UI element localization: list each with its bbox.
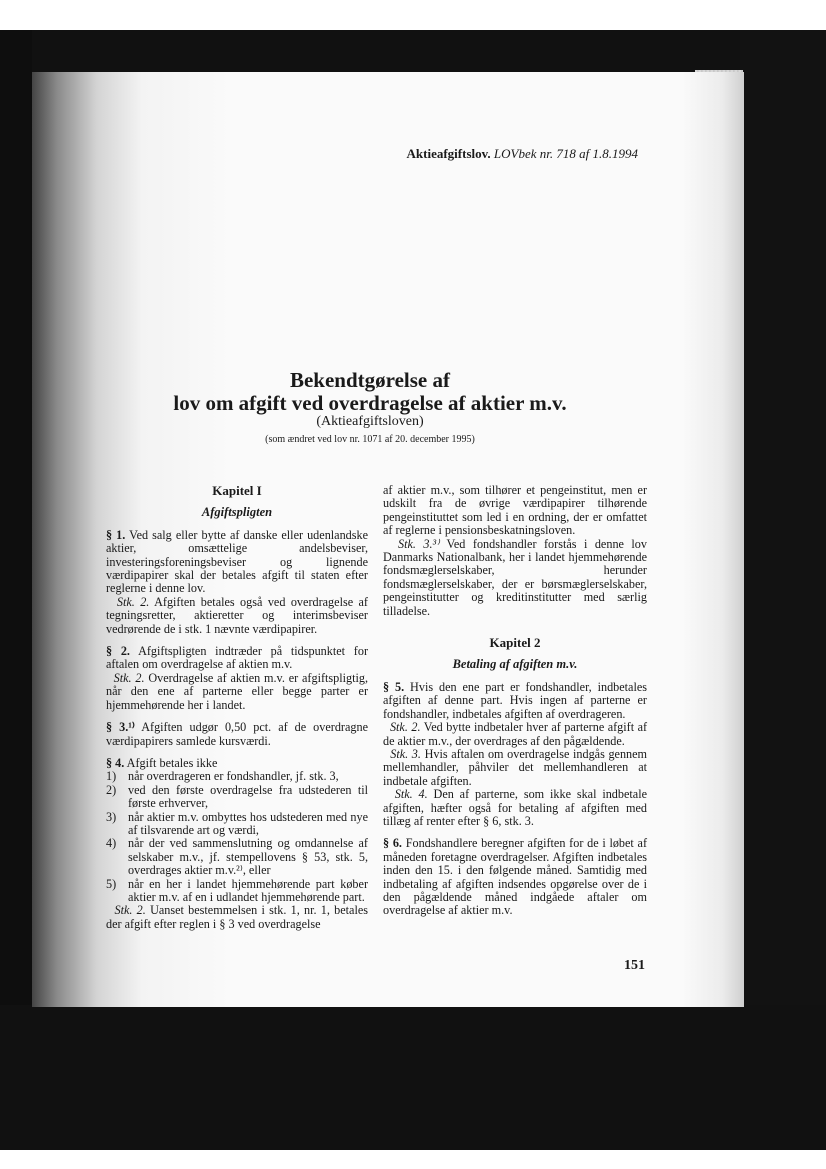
scanner-shadow-left: [0, 30, 32, 1030]
section-4-stk2: [106, 904, 368, 931]
document-title-line1: Bekendtgørelse af: [289, 368, 450, 392]
section-2-stk2-label: Stk. 2.: [113, 670, 145, 685]
section-1-stk2-text: Afgiften betales også ved overdragelse af tegningsretter, aktieretter og interimsbeviser vedrørende de i stk. 1 nævnte værdipapirer.: [106, 594, 368, 636]
section-5: [383, 681, 647, 721]
section-1-stk2: [106, 596, 368, 636]
section-5-label: § 5.: [383, 679, 405, 694]
item-text: når overdrageren er fondshandler, jf. stk. 3,: [128, 769, 339, 784]
amendment-note: (som ændret ved lov nr. 1071 af 20. december 1995): [265, 434, 475, 445]
section-4-stk2-text: Uanset bestemmelsen i stk. 1, nr. 1, betales der afgift efter reglen i § 3 ved overdragelse: [106, 903, 369, 931]
chapter1-subheading: Afgiftspligten: [201, 505, 273, 520]
section-5-stk2-label: Stk. 2.: [389, 720, 421, 735]
section-5-stk4-label: Stk. 4.: [394, 787, 428, 802]
section-2-stk2-text: Overdragelse af aktien m.v. er afgiftspligtig, når den ene af parterne eller begge parter er hjemmehørende her i landet.: [106, 670, 369, 712]
section-4-item: [106, 770, 368, 783]
header-title: Aktieafgiftslov.: [406, 146, 491, 161]
section-1-text: Ved salg eller bytte af danske eller udenlandske aktier, omsættelige andelsbeviser, investeringsforeningsbeviser og lignende værdipapirer skal der betales afgift til staten efter reglerne i denne lov.: [106, 527, 369, 596]
section-2: [106, 645, 368, 672]
section-5-stk3: [383, 748, 647, 788]
right-column: [383, 484, 647, 927]
section-4-stk3-label: Stk. 3.³⁾: [397, 536, 440, 551]
section-6-label: § 6.: [383, 836, 402, 851]
continued-text: af aktier m.v., som tilhører et pengeinstitut, men er udskilt fra de øvrige værdipapirer tilhørende pengeinstituttet som led i en ordning, der er omfattet af reglerne i pensionsbeskatningsloven.: [383, 483, 647, 538]
document-short-title: (Aktieafgiftsloven): [316, 414, 424, 429]
section-4-item: [106, 811, 368, 838]
header-reference: LOVbek nr. 718 af 1.8.1994: [493, 146, 638, 161]
section-3-text: Afgiften udgør 0,50 pct. af de overdragne værdipapirers samlede kursværdi.: [106, 720, 368, 748]
section-3: [106, 721, 368, 748]
scanner-shadow-right: [740, 30, 826, 1150]
item-text: når aktier m.v. ombyttes hos udstederen med nye af tilsvarende art og værdi,: [128, 809, 368, 837]
item-number: 1): [106, 769, 117, 784]
left-column: [106, 484, 368, 940]
section-2-label: § 2.: [106, 644, 130, 659]
section-5-text: Hvis den ene part er fondshandler, indbetales afgiften af denne part. Hvis ingen af parterne er fondshandler, indbetales afgiften af overdrageren.: [383, 679, 648, 721]
section-6-text: Fondshandlere beregner afgiften for de i løbet af måneden foretagne overdragelser. Afgiften indbetales inden den 15. i den følgende måned. Samtidig med indbetaling af afgiften indsendes opgørelse over de i den pågældende måned indgåede aftaler om overdragelse af aktier m.v.: [383, 836, 648, 918]
section-4-stk3: [383, 538, 647, 618]
section-5-stk2: [383, 721, 647, 748]
chapter2-heading: Kapitel 2: [489, 635, 541, 651]
section-2-text: Afgiftspligten indtræder på tidspunktet for aftalen om overdragelse af aktien m.v.: [106, 644, 369, 672]
section-4-item: [106, 784, 368, 811]
item-number: 5): [106, 876, 117, 891]
chapter2-subheading: Betaling af afgiften m.v.: [452, 657, 578, 672]
section-1-label: § 1.: [106, 527, 126, 542]
section-4-text: Afgift betales ikke: [126, 755, 218, 770]
item-text: når der ved sammenslutning og omdannelse af selskaber m.v., jf. stempellovens § 53, stk. 5, overdrages aktier m.v.²⁾, eller: [128, 836, 368, 878]
section-3-label: § 3.¹⁾: [106, 720, 135, 735]
section-5-stk4: [383, 788, 647, 828]
section-4-stk2-label: Stk. 2.: [114, 903, 146, 918]
section-1-stk2-label: Stk. 2.: [116, 594, 150, 609]
running-header: [407, 146, 638, 162]
section-4-item: [106, 878, 368, 905]
item-number: 3): [106, 809, 117, 824]
item-text: når en her i landet hjemmehørende part køber aktier m.v. af en i udlandet hjemmehørende part.: [128, 876, 368, 904]
scan-margin-bottom: [0, 1150, 826, 1169]
section-2-stk2: [106, 672, 368, 712]
item-number: 2): [106, 782, 117, 797]
item-number: 4): [106, 836, 117, 851]
item-text: ved den første overdragelse fra udstederen til første erhverver,: [128, 782, 368, 811]
section-4: [106, 757, 368, 770]
section-5-stk3-text: Hvis aftalen om overdragelse indgås gennem mellemhandler, påhviler det mellemhandleren at indbetale afgiften.: [383, 746, 648, 788]
section-4-label: § 4.: [106, 755, 125, 770]
scanner-shadow-bottom: [0, 1005, 826, 1150]
section-5-stk3-label: Stk. 3.: [390, 746, 421, 761]
section-5-stk4-text: Den af parterne, som ikke skal indbetale afgiften, hæfter også for betaling af afgiften med tillæg af renter efter § 6, stk. 3.: [383, 787, 647, 828]
section-1: [106, 529, 368, 596]
document-title-line2: lov om afgift ved overdragelse af aktier m.v.: [173, 391, 567, 415]
page-number: 151: [624, 958, 645, 973]
section-5-stk2-text: Ved bytte indbetaler hver af parterne afgift af de aktier m.v., der overdrages af den pågældende.: [383, 720, 648, 748]
section-4-stk3-text: Ved fondshandler forstås i denne lov Danmarks Nationalbank, her i landet hjemmehørende fondsmæglerselskaber, herunder fondsmæglerselskaber, der er børsmæglerselskaber, pengeinstitutter og kreditinstitutter med særlig tilladelse.: [383, 536, 647, 618]
chapter1-heading: Kapitel I: [212, 483, 262, 498]
section-4-item: [106, 837, 368, 877]
section-6: [383, 837, 647, 917]
